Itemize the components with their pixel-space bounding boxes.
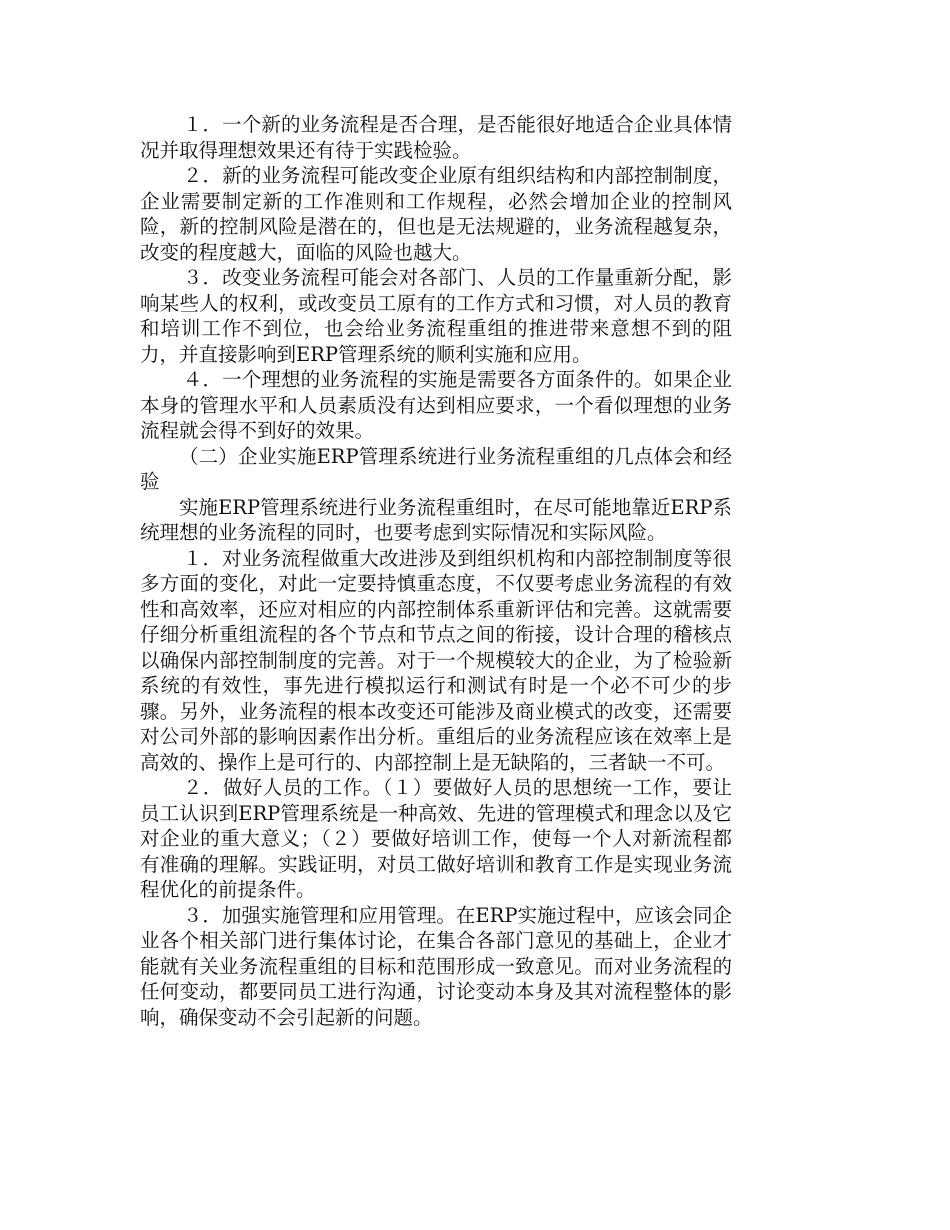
- paragraph-experience-1: １．对业务流程做重大改进涉及到组织机构和内部控制制度等很多方面的变化，对此一定要持慎重态度，不仅要考虑业务流程的有效性和高效率，还应对相应的内部控制体系重新评估和完善。这就需要仔细分析重组流程的各个节点和节点之间的衔接，设计合理的稽核点以确保内部控制制度的完善。对于一个规模较大的企业，为了检验新系统的有效性，事先进行模拟运行和测试有时是一个必不可少的步骤。另外，业务流程的根本改变还可能涉及商业模式的改变，还需要对公司外部的影响因素作出分析。重组后的业务流程应该在效率上是高效的、操作上是可行的、内部控制上是无缺陷的，三者缺一不可。: [140, 546, 732, 774]
- paragraph-point-4: ４．一个理想的业务流程的实施是需要各方面条件的。如果企业本身的管理水平和人员素质没有达到相应要求，一个看似理想的业务流程就会得不到好的效果。: [140, 368, 732, 442]
- paragraph-intro: 实施ERP管理系统进行业务流程重组时，在尽可能地靠近ERP系统理想的业务流程的同时，也要考虑到实际情况和实际风险。: [140, 495, 732, 544]
- paragraph-point-2: ２．新的业务流程可能改变企业原有组织结构和内部控制制度，企业需要制定新的工作准则和工作规程，必然会增加企业的控制风险，新的控制风险是潜在的，但也是无法规避的，业务流程越复杂，改变的程度越大，面临的风险也越大。: [140, 164, 732, 264]
- document-page: [140, 112, 732, 1030]
- paragraph-experience-3: ３．加强实施管理和应用管理。在ERP实施过程中，应该会同企业各个相关部门进行集体讨论，在集合各部门意见的基础上，企业才能就有关业务流程重组的目标和范围形成一致意见。而对业务流程的任何变动，都要同员工进行沟通，讨论变动本身及其对流程整体的影响，确保变动不会引起新的问题。: [140, 903, 732, 1029]
- paragraph-experience-2: ２．做好人员的工作。（１）要做好人员的思想统一工作，要让员工认识到ERP管理系统是一种高效、先进的管理模式和理念以及它对企业的重大意义；（２）要做好培训工作，使每一个人对新流程都有准确的理解。实践证明，对员工做好培训和教育工作是实现业务流程优化的前提条件。: [140, 776, 732, 901]
- paragraph-point-3: ３．改变业务流程可能会对各部门、人员的工作量重新分配，影响某些人的权利，或改变员工原有的工作方式和习惯，对人员的教育和培训工作不到位，也会给业务流程重组的推进带来意想不到的阻力，并直接影响到ERP管理系统的顺利实施和应用。: [140, 266, 732, 366]
- section-heading-2: （二）企业实施ERP管理系统进行业务流程重组的几点体会和经验: [140, 444, 732, 493]
- paragraph-point-1: １．一个新的业务流程是否合理，是否能很好地适合企业具体情况并取得理想效果还有待于实践检验。: [140, 113, 732, 162]
